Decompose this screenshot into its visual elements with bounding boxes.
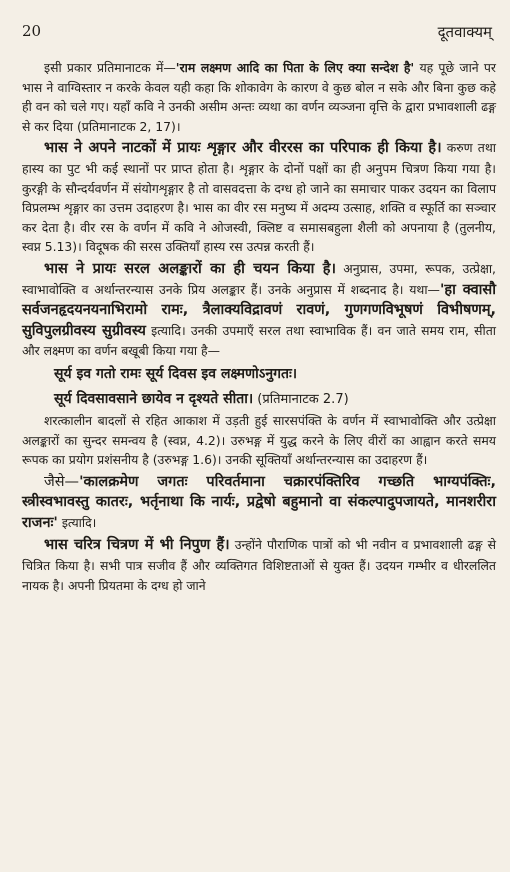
body-text: उन्होंने पौराणिक पात्रों को भी नवीन व प्रभावशाली ढङ्ग से चित्रित किया है। सभी पात्र सजीव हैं और व्यक्तिगत विशिष्टताओं से युक्त हैं। उदयन गम्भीर व धीरललित नायक है। अपनी प्रियतमा के दग्ध हो जाने	[22, 537, 496, 593]
emphasized-text: 'कालक्रमेण जगतः परिवर्तमाना चक्रारपंक्तिरिव गच्छति भाग्यपंक्तिः, स्त्रीस्वभावस्तु कातरः, भर्तृनाथा कि नार्यः, प्रद्वेषो बहुमानो वा संकल्पादुपजायते, मानशरीरा राजनः'	[22, 473, 496, 531]
paragraph-group	[22, 411, 496, 595]
verse-text: सूर्य इव गतो रामः सूर्य दिवस इव लक्ष्मणोऽनुगतः।	[54, 365, 298, 382]
paragraph-group	[22, 58, 496, 361]
verse-text: सूर्य दिवसावसाने छायेव न दृश्यते सीता।	[54, 390, 254, 407]
body-text: इसी प्रकार प्रतिमानाटक में—	[44, 60, 176, 75]
verse-reference: (प्रतिमानाटक 2.7)	[253, 391, 349, 407]
body-text: करुण तथा हास्य का पुट भी कई स्थानों पर प्राप्त होता है। शृङ्गार के दोनों पक्षों का ही अनुपम चित्रण किया गया है। कुरङ्गी के सौन्दर्यवर्णन में संयोगशृङ्गार है तो वासवदत्ता के दग्ध हो जाने का समाचार पाकर उदयन का विलाप विप्रलम्भ शृङ्गार का उत्तम उदाहरण है। भास का वीर रस मनुष्य में अदम्य उत्साह, शक्ति व स्फूर्ति का सञ्चार कर देता है। वीर रस के वर्णन में कवि ने ओजस्वी, क्लिष्ट व समासबहुला शैली को अपनाया है (तुलनीय, स्वप्न 5.13)। विदूषक की सरस उक्तियाँ हास्य रस उत्पन्न करती हैं।	[22, 140, 496, 255]
paragraph	[22, 259, 496, 361]
emphasized-text: भास चरित्र चित्रण में भी निपुण हैं।	[44, 537, 230, 554]
paragraph	[22, 472, 496, 534]
page-header	[22, 22, 496, 44]
body-text: जैसे—	[44, 473, 80, 490]
emphasized-text: भास ने प्रायः सरल अलङ्कारों का ही चयन किया है।	[44, 260, 336, 277]
body-text: शरत्कालीन बादलों से रहित आकाश में उड़ती हुई सारसपंक्ति के वर्णन में स्वाभावोक्ति और उत्प्रेक्षा अलङ्कारों का सुन्दर समन्वय है (स्वप्न, 4.2)। उरुभङ्ग में युद्ध करने के लिए वीरों का आह्वान करते समय रूपक का प्रयोग प्रशंसनीय है (उरुभङ्ग 1.6)। उनकी सूक्तियाँ अर्थान्तरन्यास का उदाहरण हैं।	[22, 412, 496, 468]
body-text: यह पूछे जाने पर भास ने वाग्विस्तार न करके केवल यही कहा कि शोकावेग के कारण वे कुछ बोल न सके और बिना कुछ कहे ही वन को चले गए। यहाँ कवि ने उनकी असीम अन्तः व्यथा का वर्णन व्यञ्जना वृत्ति के द्वारा प्रभावशाली ढङ्ग से कर दिया (प्रतिमानाटक 2, 17)।	[22, 60, 496, 134]
emphasized-text: 'राम लक्ष्मण आदि का पिता के लिए क्या सन्देश है'	[175, 60, 415, 75]
emphasized-text: 'हा क्वासौ सर्वजनहृदयनयनाभिरामो रामः, त्रैलाक्यविद्रावणं रावणं, गुणगणविभूषणं विभीषणम्, सुविपुलग्रीवस्य सुग्रीवस्य	[22, 281, 496, 339]
verse-line	[54, 388, 496, 411]
verse-block	[22, 363, 496, 411]
body-text: इत्यादि। उनकी उपमाएँ सरल तथा स्वाभाविक हैं। वन जाते समय राम, सीता और लक्ष्मण का वर्णन बखूबी किया गया है—	[22, 322, 496, 359]
paragraph	[22, 411, 496, 470]
running-title: दूतवाक्यम्	[437, 23, 492, 41]
verse-line	[54, 363, 496, 386]
body-text: इत्यादि।	[57, 514, 97, 530]
body-text: अनुप्रास, उपमा, रूपक, उत्प्रेक्षा, स्वाभावोक्ति व अर्थान्तरन्यास उनके प्रिय अलङ्कार हैं। उनके अनुप्रास में शब्दनाद है। यथा—	[22, 260, 496, 297]
paragraph	[22, 138, 496, 257]
page-body	[22, 58, 496, 595]
paragraph	[22, 535, 496, 595]
page-number: 20	[22, 22, 42, 40]
paragraph	[22, 58, 496, 136]
emphasized-text: भास ने अपने नाटकों में प्रायः शृङ्गार और वीररस का परिपाक ही किया है।	[44, 140, 442, 157]
